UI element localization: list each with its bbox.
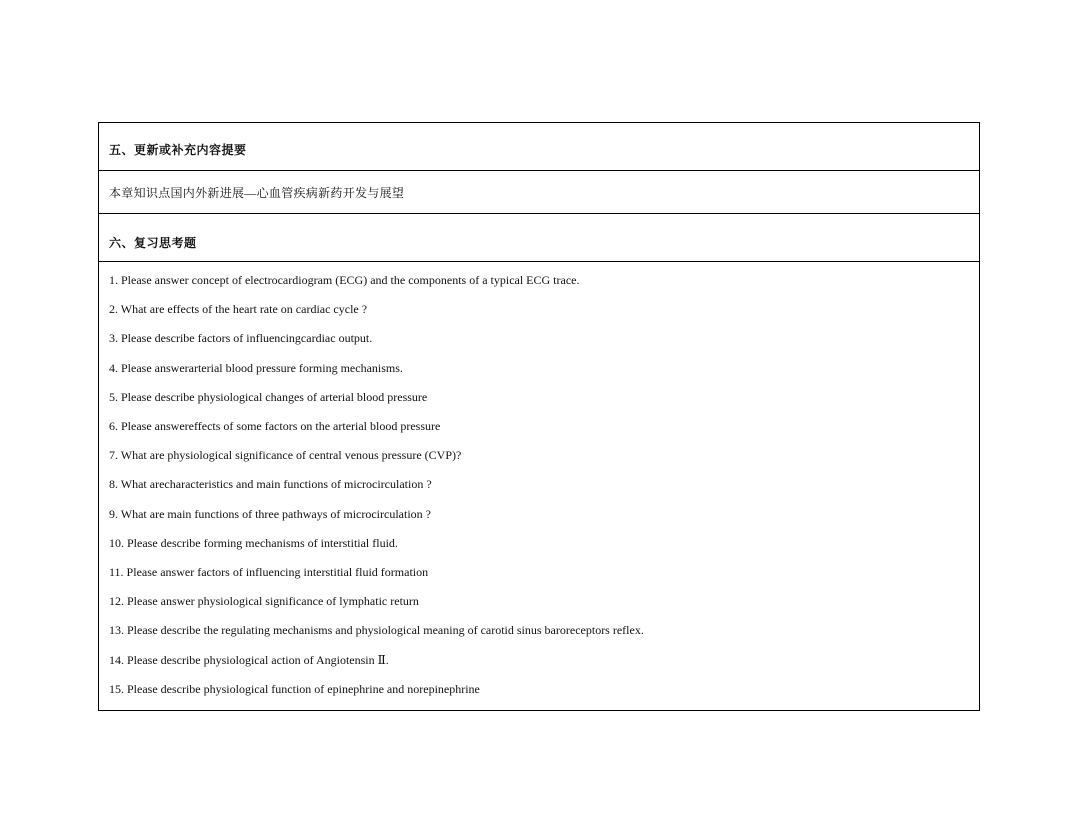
question-item: 7. What are physiological significance of central venous pressure (CVP)? (109, 448, 462, 463)
question-item: 12. Please answer physiological significance of lymphatic return (109, 594, 419, 609)
question-item: 15. Please describe physiological function of epinephrine and norepinephrine (109, 681, 480, 696)
question-item: 3. Please describe factors of influencingcardiac output. (109, 331, 373, 346)
question-item: 6. Please answereffects of some factors on the arterial blood pressure (109, 419, 441, 434)
section-5-heading: 五、更新或补充内容提要 (99, 123, 979, 171)
document-table (98, 122, 980, 711)
question-item: 1. Please answer concept of electrocardiogram (ECG) and the components of a typical ECG trace. (109, 273, 580, 288)
question-item: 2. What are effects of the heart rate on cardiac cycle ? (109, 302, 368, 317)
question-item: 14. Please describe physiological action of Angiotensin Ⅱ. (109, 652, 389, 667)
question-item: 9. What are main functions of three pathways of microcirculation ? (109, 506, 431, 521)
question-item: 4. Please answerarterial blood pressure forming mechanisms. (109, 360, 403, 375)
question-item: 5. Please describe physiological changes of arterial blood pressure (109, 389, 428, 404)
section-6-heading: 六、复习思考题 (99, 214, 979, 262)
question-item: 8. What arecharacteristics and main functions of microcirculation ? (109, 477, 432, 492)
question-item: 10. Please describe forming mechanisms of interstitial fluid. (109, 535, 398, 550)
question-list (99, 262, 979, 710)
question-item: 13. Please describe the regulating mechanisms and physiological meaning of carotid sinus baroreceptors reflex. (109, 623, 644, 638)
section-5-content: 本章知识点国内外新进展—心血管疾病新药开发与展望 (99, 171, 979, 214)
question-item: 11. Please answer factors of influencing interstitial fluid formation (109, 564, 429, 579)
